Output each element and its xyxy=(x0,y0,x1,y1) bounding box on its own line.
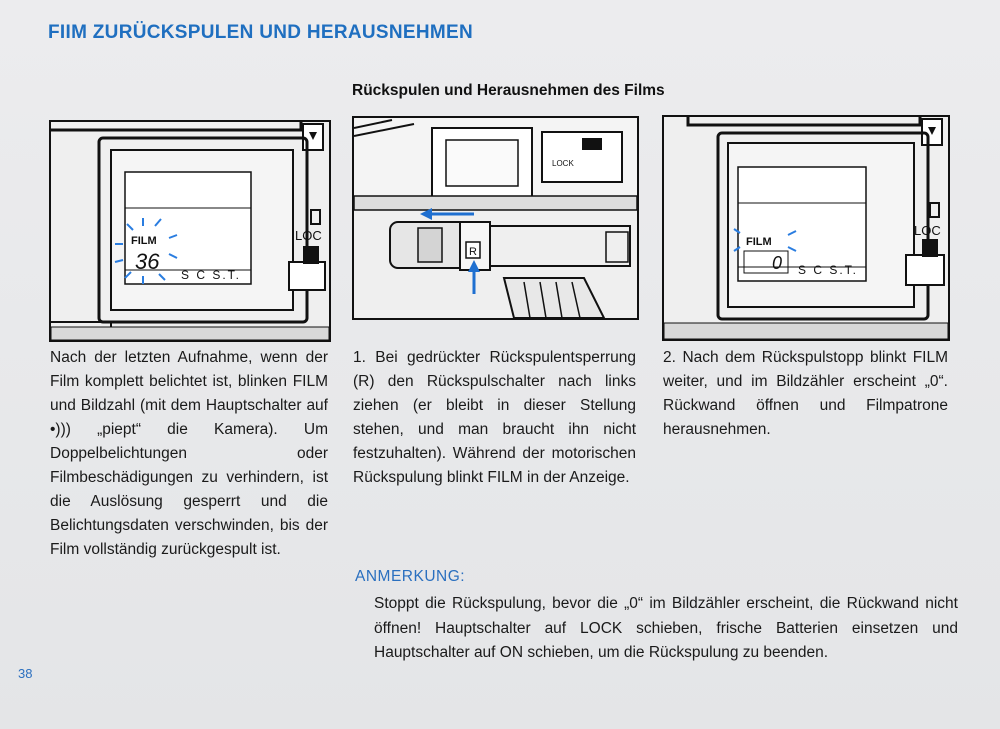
lcd-mode-labels: S C S.T. xyxy=(798,263,859,277)
page-heading: FIIM ZURÜCKSPULEN UND HERAUSNEHMEN xyxy=(48,22,474,43)
lcd-frame-count: 36 xyxy=(135,249,160,274)
lock-mark-label: LOCK xyxy=(552,159,574,168)
lock-label: LOC xyxy=(295,228,322,243)
text-column-intro: Nach der letzten Aufnahme, wenn der Film komplett belichtet ist, blinken FILM und Bildzahl (mit dem Hauptschalter auf •))) „piept“ die Kamera). Um Doppelbelichtungen oder Filmbeschädigungen zu verhindern, ist die Auslösung gesperrt und die Belichtungsdaten verschwinden, bis der Film vollständig zurückgespult ist. xyxy=(50,349,328,558)
lock-label: LOC xyxy=(914,223,941,238)
figure-lcd-film-36 xyxy=(49,120,331,342)
camera-back-illustration xyxy=(51,122,329,340)
note-text: Stoppt die Rückspulung, bevor die „0“ im Bildzähler erscheint, die Rückwand nicht öffnen! Hauptschalter auf LOCK schieben, frische Batterien einsetzen und Hauptschalter auf ON schieben, um die Rückspulung zu beenden. xyxy=(374,595,958,661)
figure-rewind-switch xyxy=(352,116,639,320)
lcd-film-label: FILM xyxy=(746,236,772,248)
r-button-label: R xyxy=(469,246,477,258)
lcd-frame-count: 0 xyxy=(772,253,783,273)
lcd-mode-labels: S C S.T. xyxy=(181,268,242,282)
rewind-switch-illustration xyxy=(354,118,637,318)
lcd-film-label: FILM xyxy=(131,235,157,247)
text-column-step-2: 2. Nach dem Rückspulstopp blinkt FILM weiter, und im Bildzähler erscheint „0“. Rückwand öffnen und Filmpatrone herausnehmen. xyxy=(663,349,948,438)
figure-lcd-film-0 xyxy=(662,115,950,341)
note-title: ANMERKUNG: xyxy=(355,568,466,585)
page-number: 38 xyxy=(18,666,33,681)
section-subheading: Rückspulen und Herausnehmen des Films xyxy=(352,82,665,99)
camera-back-illustration-end xyxy=(664,117,948,339)
text-column-step-1: 1. Bei gedrückter Rückspulentsperrung (R) den Rückspulschalter nach links ziehen (er bleibt in dieser Stellung stehen, und man braucht ihn nicht festzuhalten). Während der motorischen Rückspulung blinkt FILM in der Anzeige. xyxy=(353,349,636,486)
